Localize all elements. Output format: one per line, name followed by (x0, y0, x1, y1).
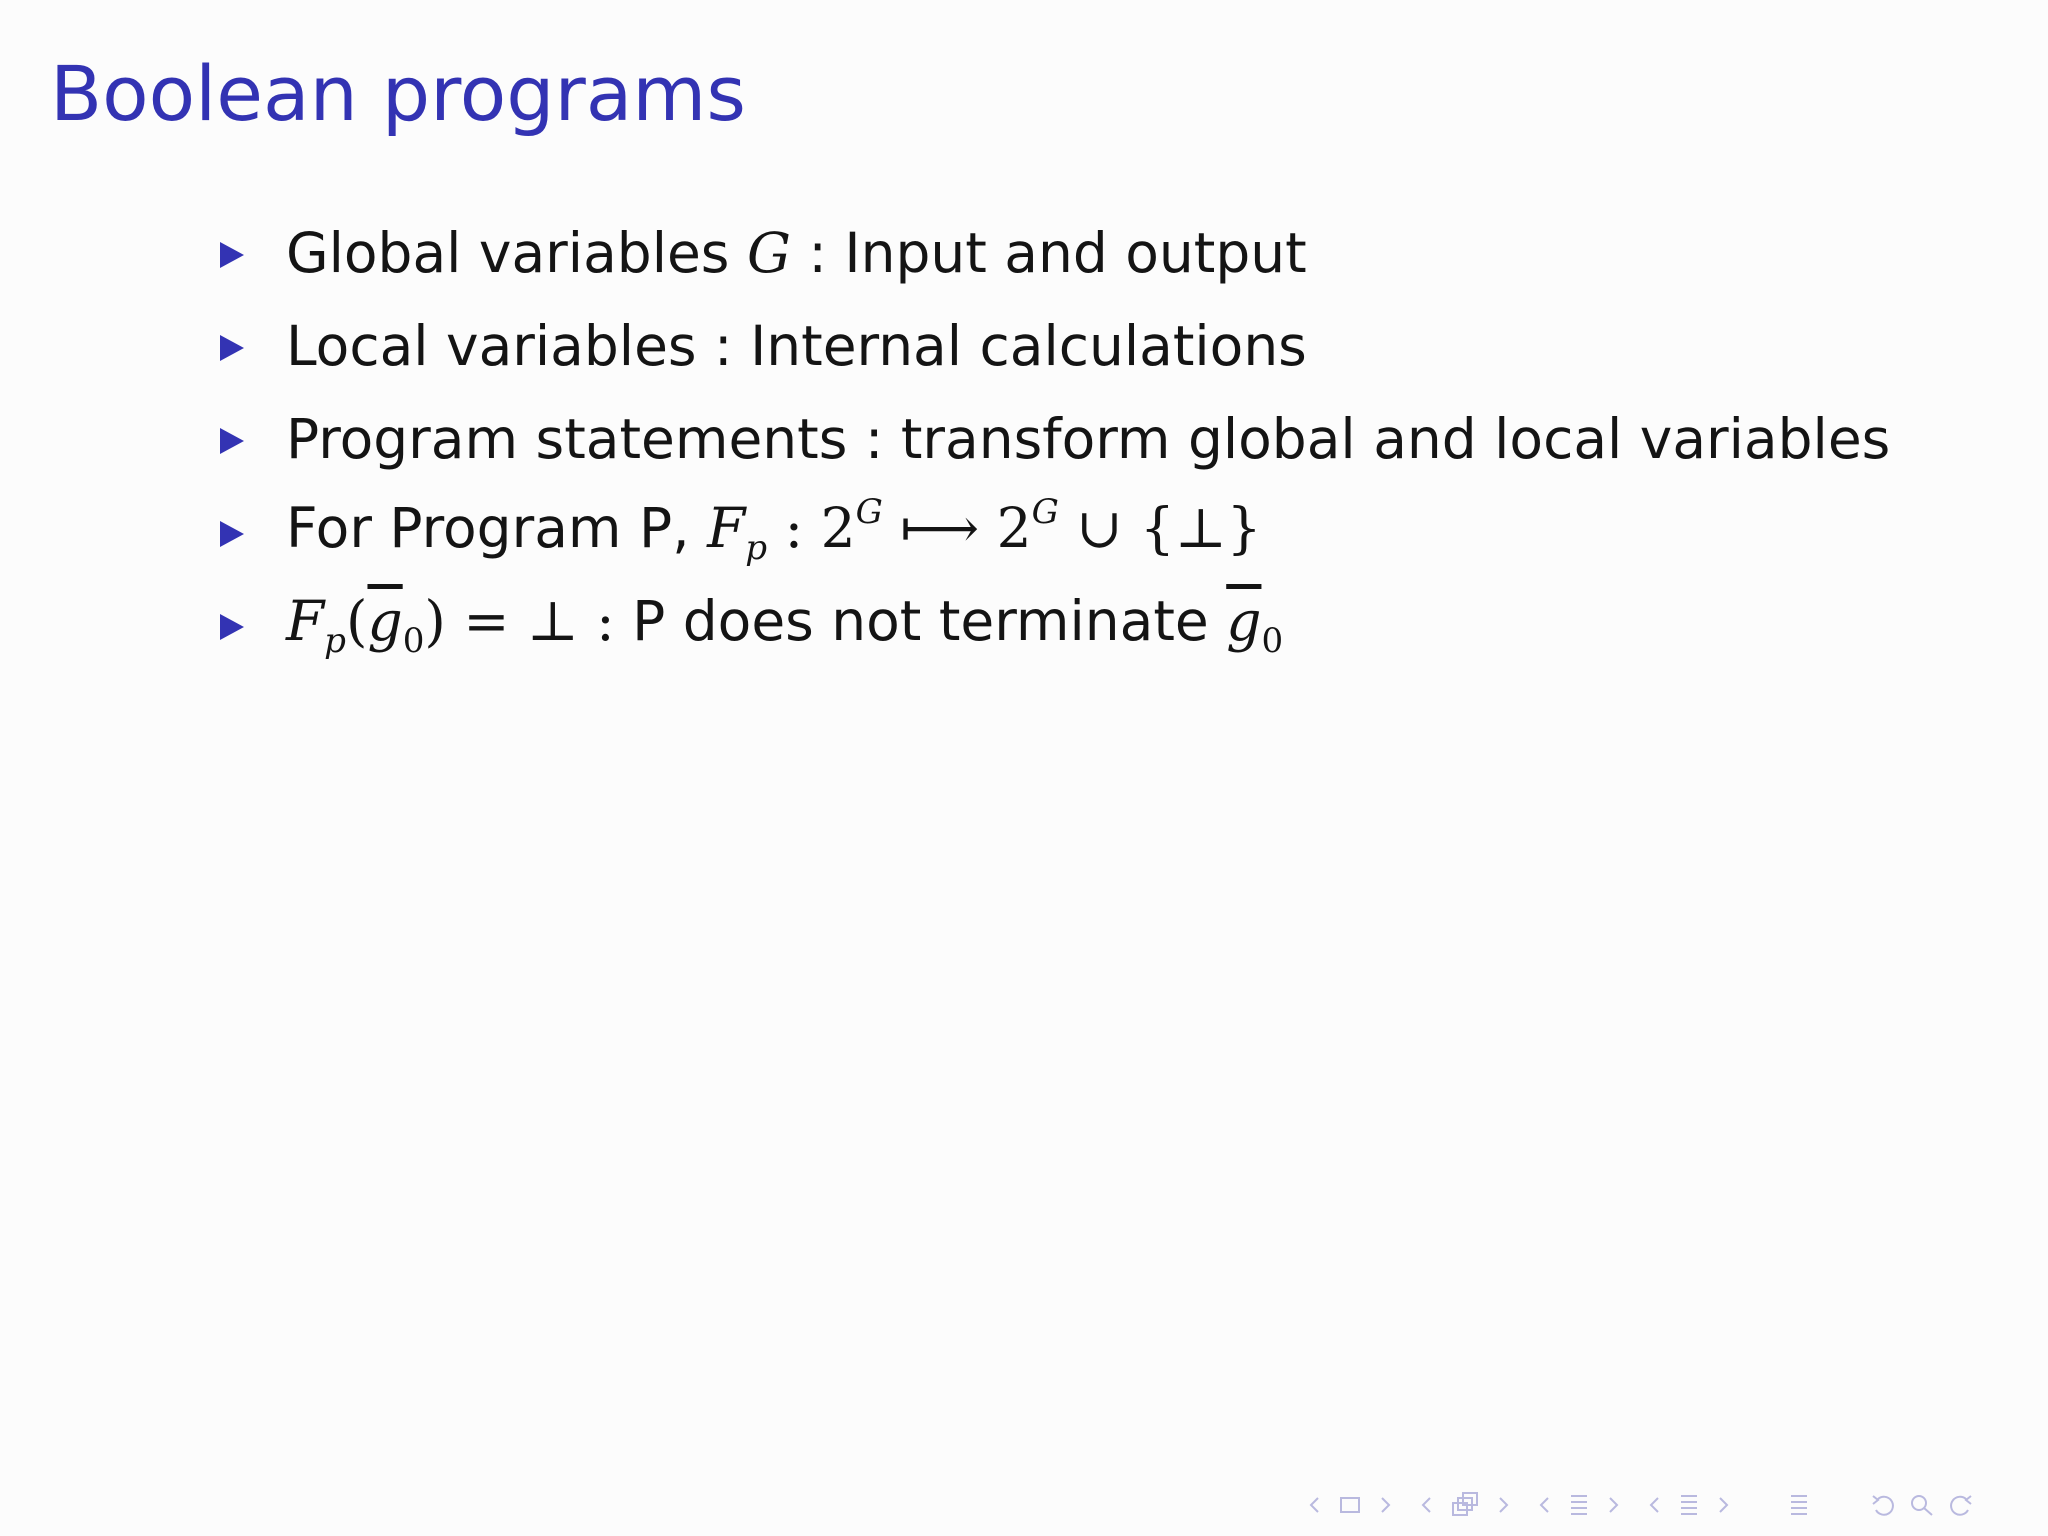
arrow-right-icon[interactable] (1608, 1490, 1620, 1520)
arrow-left-icon[interactable] (1648, 1490, 1660, 1520)
beamer-navigation-bar (1308, 1490, 1974, 1520)
bullet-item-nontermination (220, 578, 1283, 671)
arrow-right-icon[interactable] (1718, 1490, 1730, 1520)
bullet-text (286, 492, 1262, 568)
bullet-marker-icon (220, 614, 244, 640)
arrow-left-icon[interactable] (1538, 1490, 1550, 1520)
arrow-left-icon[interactable] (1308, 1490, 1320, 1520)
bullet-marker-icon (220, 428, 244, 454)
bullet-marker-icon (220, 242, 244, 268)
math-sup-g: G (1031, 492, 1059, 533)
math-open-paren: ( (346, 588, 368, 653)
math-equals-bottom: ) = ⊥ : (424, 588, 633, 653)
arrow-right-icon[interactable] (1380, 1490, 1392, 1520)
bullet-text: Local variables : Internal calculations (286, 313, 1307, 378)
bullet-item-local-variables (220, 299, 1307, 392)
math-colon-two: : 2 (767, 495, 856, 560)
math-g-bar: $\overline{g}$ (367, 588, 403, 653)
bullet-text (286, 589, 1283, 661)
math-var-g: G (746, 220, 791, 285)
section-icon[interactable] (1568, 1490, 1590, 1520)
math-sup-g: G (855, 492, 883, 533)
bullet-text-post: : Input and output (790, 220, 1307, 285)
bullet-text (286, 221, 1307, 285)
math-f-sub: p (324, 620, 346, 661)
math-arrow-two: ⟼ 2 (882, 495, 1032, 560)
arrow-left-icon[interactable] (1420, 1490, 1432, 1520)
math-f: F (286, 588, 325, 653)
bullet-text-pre: For Program P, (286, 495, 708, 560)
bullet-marker-icon (220, 335, 244, 361)
align-icon[interactable] (1678, 1490, 1700, 1520)
search-icon[interactable] (1908, 1490, 1936, 1520)
bullet-text-body: P does not terminate (632, 588, 1227, 653)
bullet-item-global-variables (220, 206, 1307, 299)
arrow-right-icon[interactable] (1498, 1490, 1510, 1520)
slide-title: Boolean programs (50, 49, 746, 138)
bullet-item-program-statements (220, 392, 1890, 485)
math-g-bar: $\overline{g}$ (1226, 588, 1262, 653)
math-f-sub: p (745, 527, 768, 568)
math-g-sub: 0 (402, 620, 425, 661)
undo-icon[interactable] (1870, 1490, 1898, 1520)
redo-icon[interactable] (1946, 1490, 1974, 1520)
bullet-item-program-function (220, 485, 1262, 578)
frame-icon[interactable] (1338, 1490, 1362, 1520)
math-f: F (707, 495, 746, 560)
bullet-text-pre: Global variables (286, 220, 747, 285)
math-g-sub: 0 (1261, 620, 1284, 661)
math-union-bottom: ∪ {⊥} (1058, 495, 1262, 560)
bullet-marker-icon (220, 521, 244, 547)
align-icon[interactable] (1788, 1490, 1810, 1520)
subsection-icon[interactable] (1450, 1490, 1480, 1520)
bullet-text: Program statements : transform global and local variables (286, 406, 1891, 471)
